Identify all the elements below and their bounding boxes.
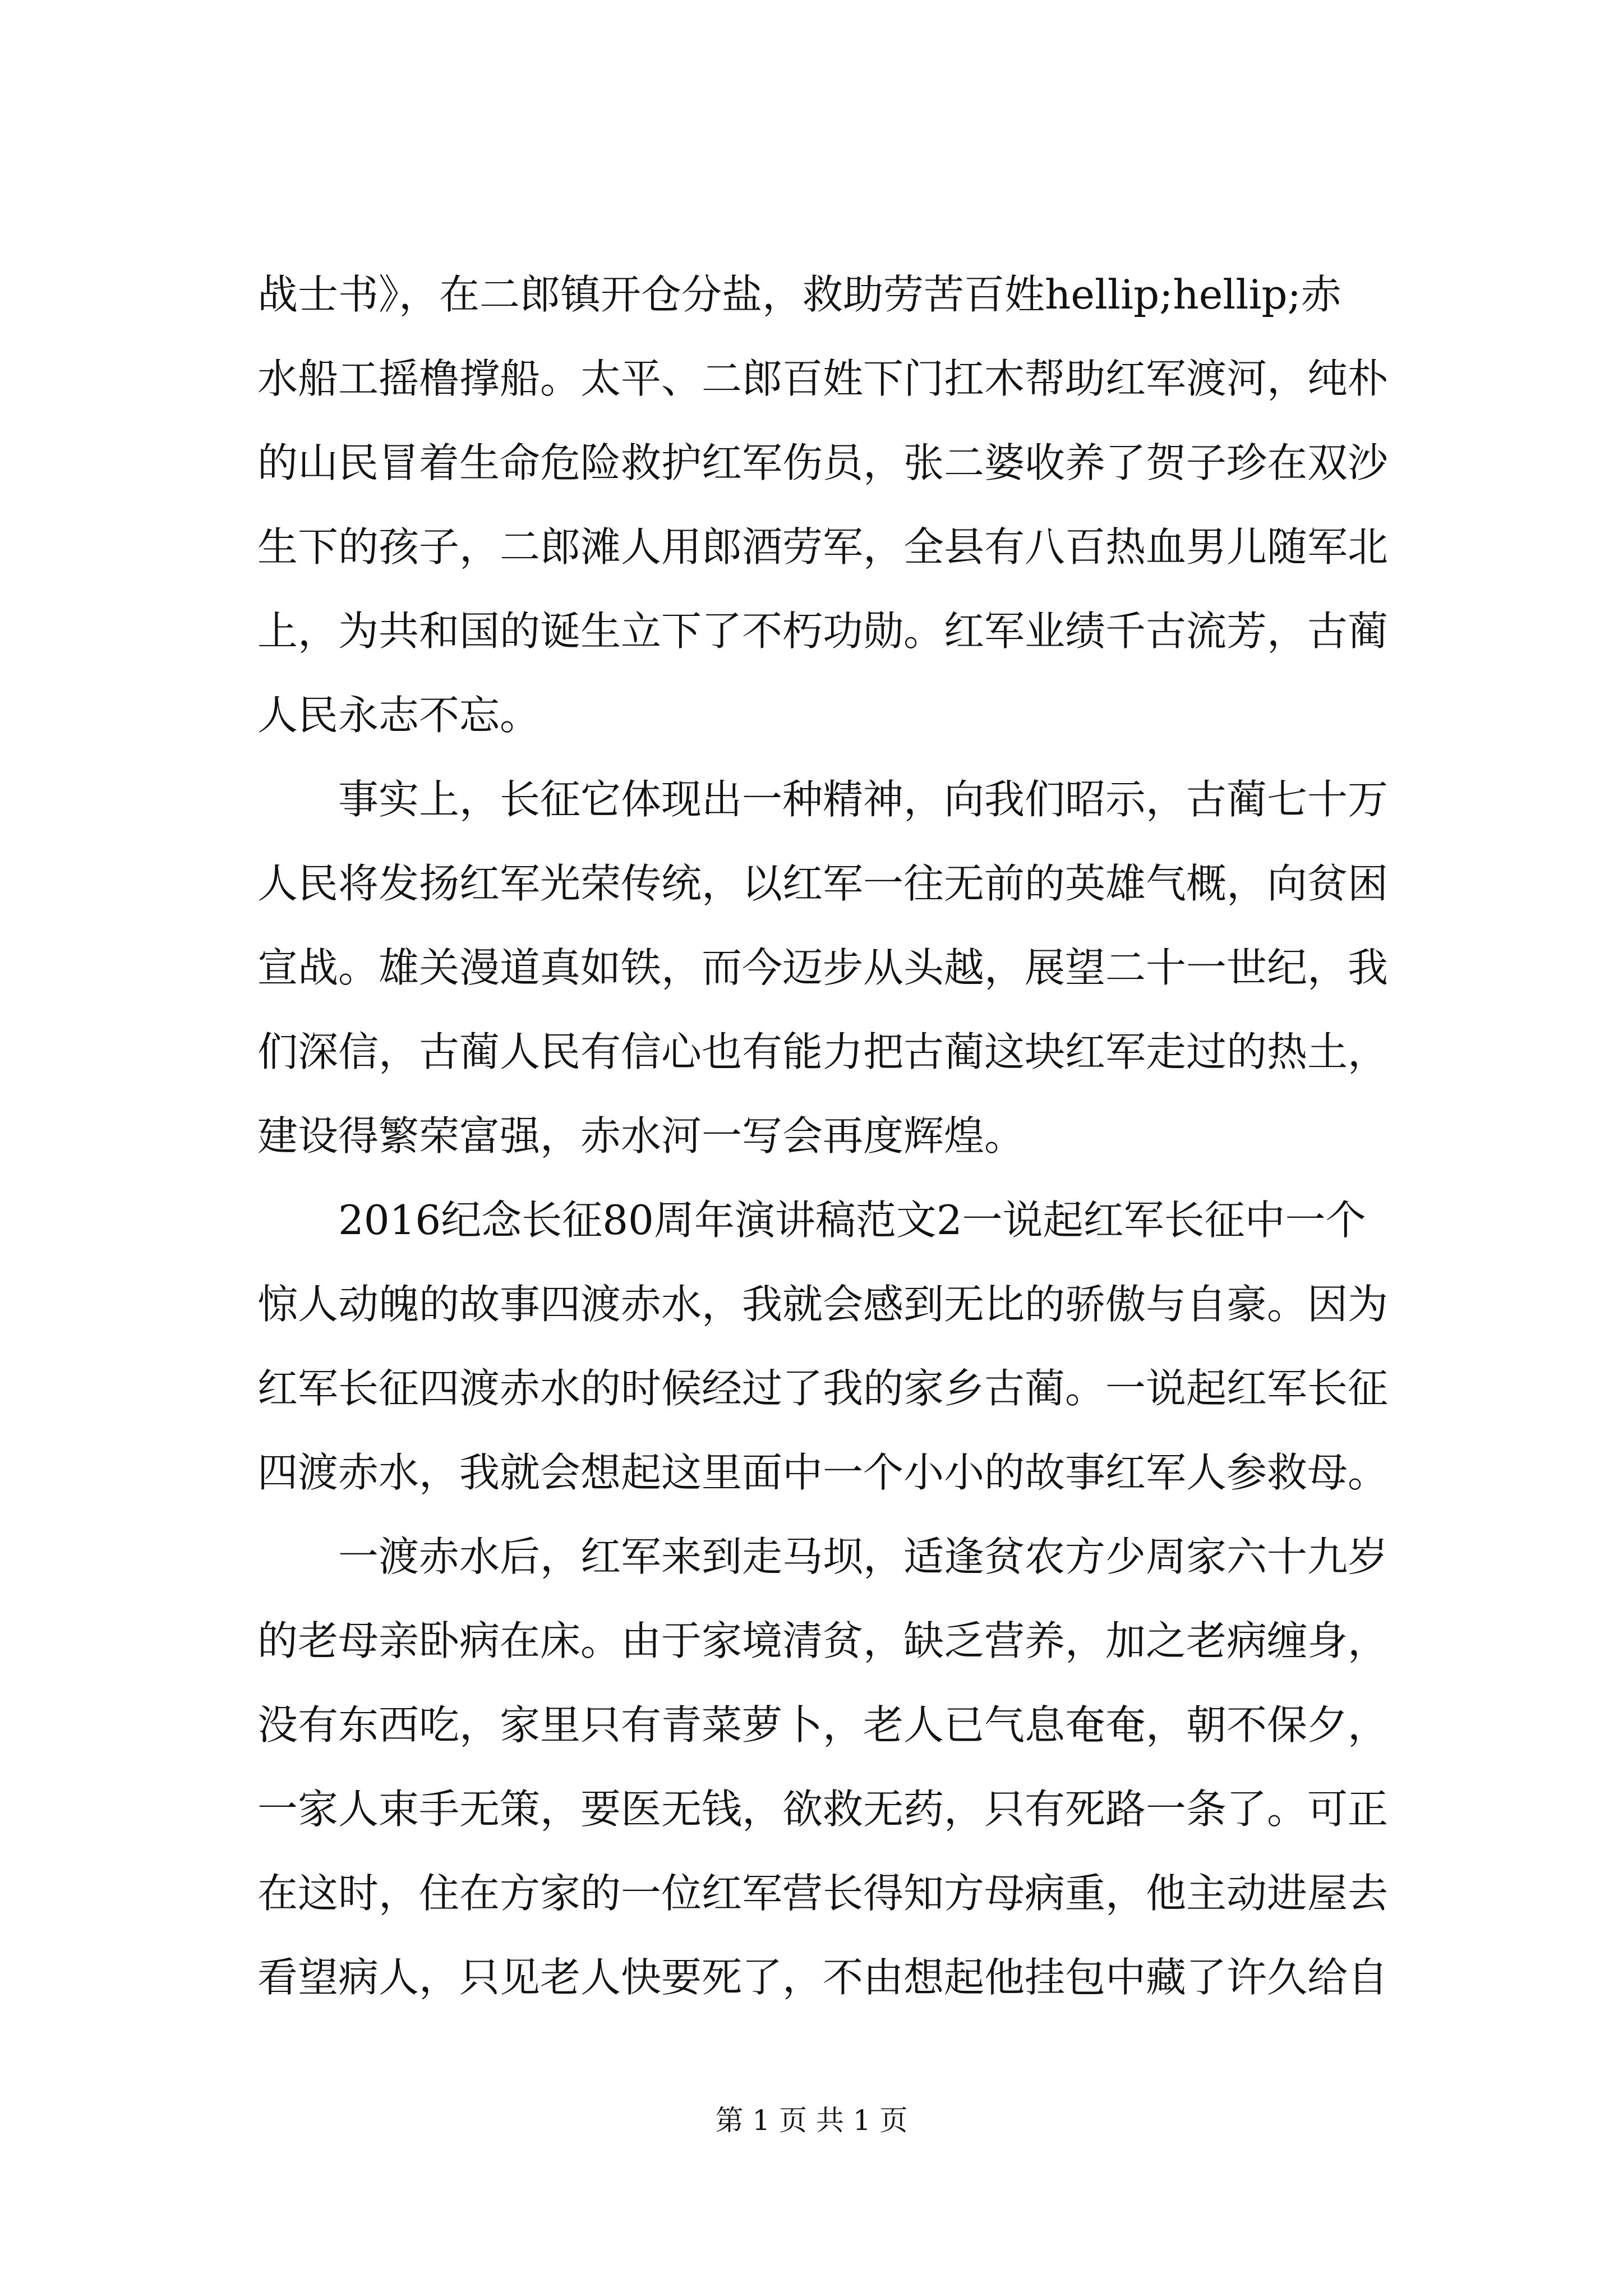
text-line: 人民将发扬红军光荣传统，以红军一往无前的英雄气概，向贫困 [257,860,1389,907]
text-line: 一家人束手无策，要医无钱，欲救无药，只有死路一条了。可正 [257,1786,1389,1833]
text-line: 红军长征四渡赤水的时候经过了我的家乡古蔺。一说起红军长征 [257,1365,1389,1412]
text-line: 建设得繁荣富强，赤水河一写会再度辉煌。 [257,1112,1025,1159]
paragraph-start-line: 一渡赤水后，红军来到走马坝，适逢贫农方少周家六十九岁 [338,1533,1389,1580]
text-line: 看望病人，只见老人快要死了，不由想起他挂包中藏了许久给自 [257,1954,1389,2001]
text-line: 战士书》，在二郎镇开仓分盐，救助劳苦百姓hellip;hellip;赤 [257,271,1341,318]
text-line: 的山民冒着生命危险救护红军伤员，张二婆收养了贺子珍在双沙 [257,439,1389,486]
text-line: 没有东西吃，家里只有青菜萝卜，老人已气息奄奄，朝不保夕， [257,1701,1389,1749]
text-line: 人民永志不忘。 [257,692,541,739]
text-line: 惊人动魄的故事四渡赤水，我就会感到无比的骄傲与自豪。因为 [257,1281,1389,1328]
text-line: 水船工摇橹撑船。太平、二郎百姓下门扛木帮助红军渡河，纯朴 [257,355,1389,402]
text-line: 生下的孩子，二郎滩人用郎酒劳军，全县有八百热血男儿随军北 [257,523,1389,570]
text-line: 的老母亲卧病在床。由于家境清贫，缺乏营养，加之老病缠身， [257,1617,1389,1664]
paragraph-start-line: 2016纪念长征80周年演讲稿范文2一说起红军长征中一个 [338,1197,1366,1244]
text-line: 宣战。雄关漫道真如铁，而今迈步从头越，展望二十一世纪，我 [257,944,1389,991]
text-line: 们深信，古蔺人民有信心也有能力把古蔺这块红军走过的热土， [257,1028,1389,1075]
text-line: 四渡赤水，我就会想起这里面中一个小小的故事红军人参救母。 [257,1449,1389,1496]
body-text [257,252,1413,2019]
paragraph-start-line: 事实上，长征它体现出一种精神，向我们昭示，古蔺七十万 [338,776,1389,823]
page-footer: 第 1 页 共 1 页 [715,2104,908,2137]
text-line: 在这时，住在方家的一位红军营长得知方母病重，他主动进屋去 [257,1870,1389,1917]
text-line: 上，为共和国的诞生立下了不朽功勋。红军业绩千古流芳，古蔺 [257,608,1389,655]
